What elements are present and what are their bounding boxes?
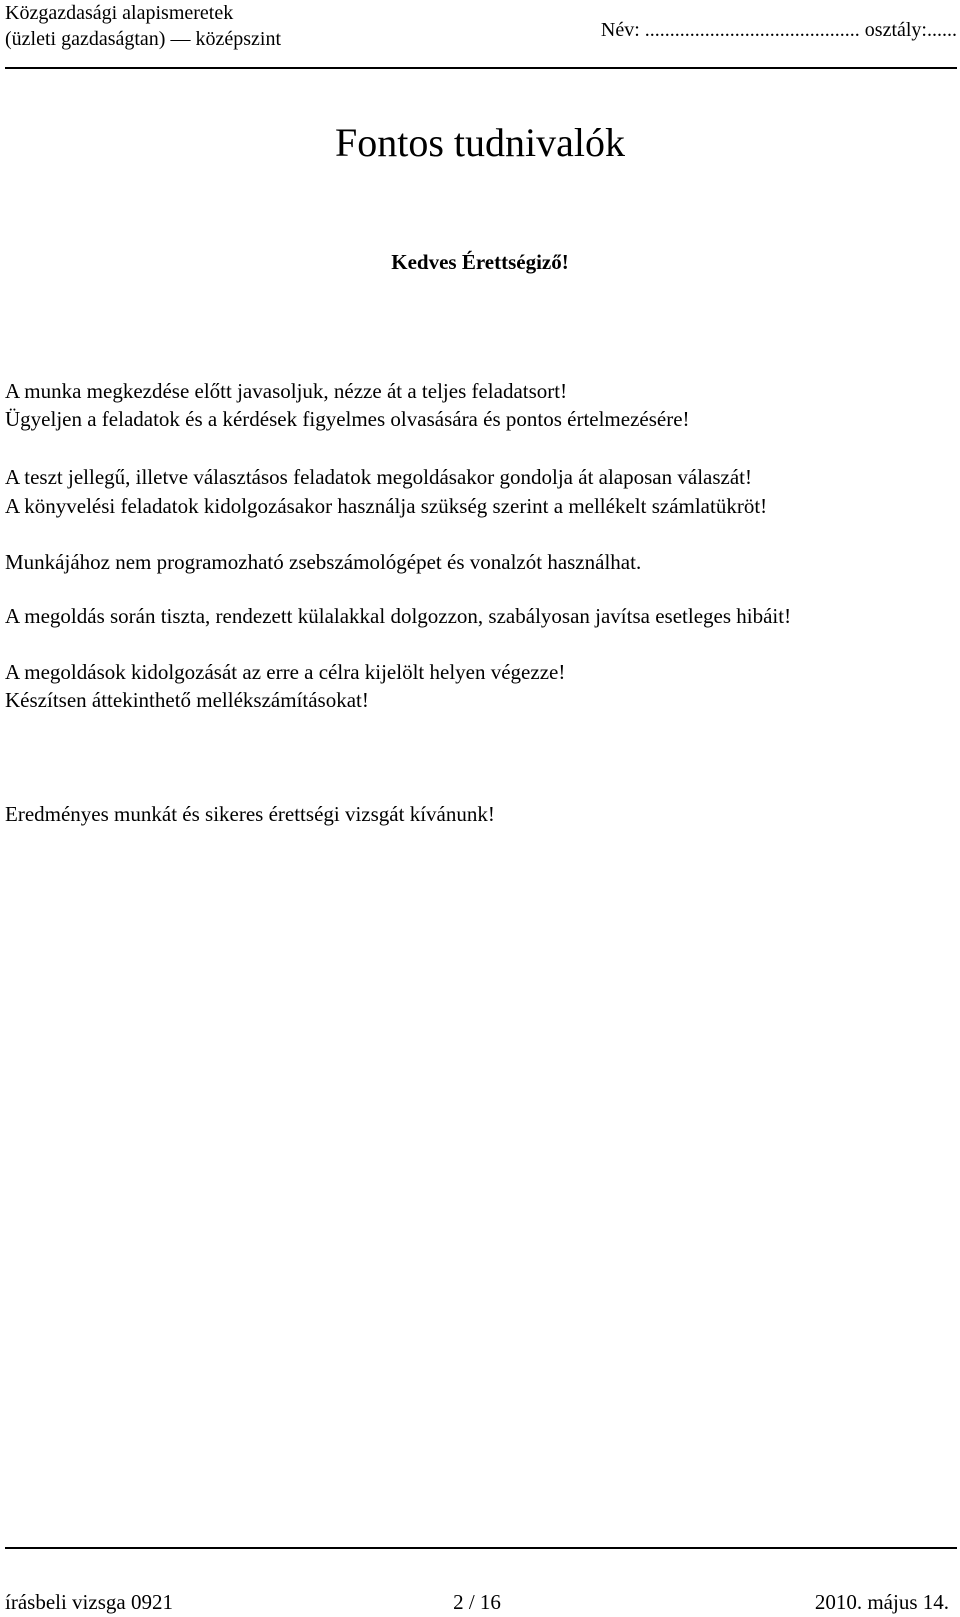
instruction-line: A megoldások kidolgozását az erre a célra kijelölt helyen végezze!: [5, 660, 566, 684]
instruction-line: A teszt jellegű, illetve választásos feladatok megoldásakor gondolja át alaposan válaszát!: [5, 465, 752, 489]
closing-wish: Eredményes munkát és sikeres érettségi vizsgát kívánunk!: [5, 802, 495, 826]
page-title: Fontos tudnivalók: [334, 120, 626, 165]
exam-date: 2010. május 14.: [814, 1590, 949, 1614]
subject-line-2: (üzleti gazdaságtan) — középszint: [5, 28, 281, 50]
page-number: 2 / 16: [453, 1590, 501, 1614]
subject-line-1: Közgazdasági alapismeretek: [5, 2, 234, 24]
name-class-field: Név: ........................................... osztály:......: [600, 19, 957, 41]
exam-id: írásbeli vizsga 0921: [5, 1590, 173, 1614]
instruction-line: A megoldás során tiszta, rendezett külalakkal dolgozzon, szabályosan javítsa esetleges hibáit!: [5, 604, 792, 628]
greeting: Kedves Érettségiző!: [391, 250, 569, 274]
instruction-line: A könyvelési feladatok kidolgozásakor használja szükség szerint a mellékelt számlatükröt!: [5, 494, 768, 518]
instruction-line: Készítsen áttekinthető mellékszámításokat!: [5, 688, 369, 712]
instruction-line: A munka megkezdése előtt javasoljuk, nézze át a teljes feladatsort!: [5, 379, 568, 403]
footer-divider: [5, 1547, 957, 1549]
subject-title: [5, 0, 281, 52]
page-header: [5, 0, 957, 70]
page-footer: [5, 1588, 949, 1616]
instruction-line: Ügyeljen a feladatok és a kérdések figyelmes olvasására és pontos értelmezésére!: [5, 407, 690, 431]
instruction-line: Munkájához nem programozható zsebszámológépet és vonalzót használhat.: [5, 550, 642, 574]
header-divider: [5, 67, 957, 69]
